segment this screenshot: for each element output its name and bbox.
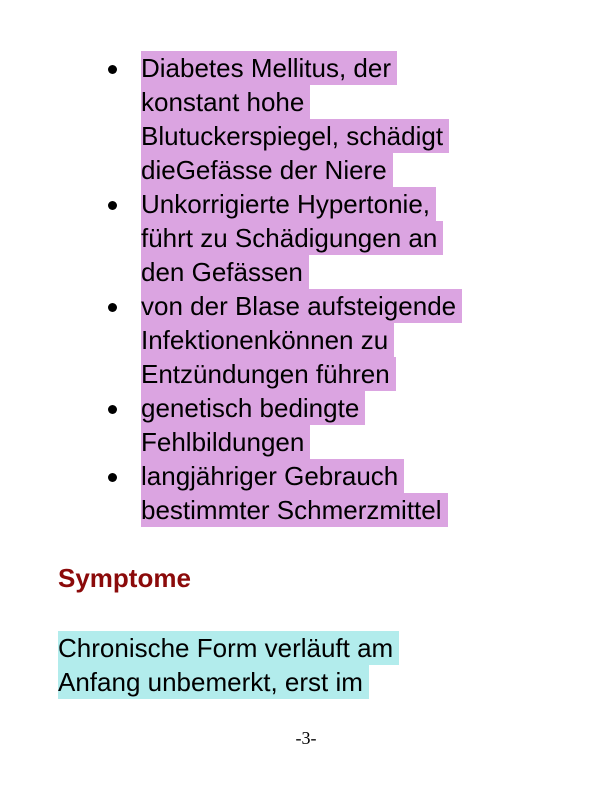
list-item-line: dieGefässe der Niere: [141, 153, 393, 187]
bullet-icon: [108, 405, 117, 414]
list-item-line: Entzündungen führen: [141, 357, 396, 391]
section-heading: Symptome: [58, 563, 191, 593]
paragraph-line: Chronische Form verläuft am: [58, 631, 399, 665]
page-number: -3-: [295, 728, 317, 748]
bullet-icon: [108, 65, 117, 74]
list-item-line: konstant hohe: [141, 85, 310, 119]
list-item-line: Infektionenkönnen zu: [141, 323, 394, 357]
list-item: [108, 187, 568, 289]
list-item-line: Unkorrigierte Hypertonie,: [141, 187, 436, 221]
list-item: [108, 51, 568, 187]
list-item-line: den Gefässen: [141, 255, 309, 289]
bullet-icon: [108, 473, 117, 482]
list-item-line: Diabetes Mellitus, der: [141, 51, 397, 85]
list-item: [108, 391, 568, 459]
list-item: [108, 459, 568, 527]
list-item: [108, 289, 568, 391]
list-item-line: bestimmter Schmerzmittel: [141, 493, 448, 527]
list-item-line: von der Blase aufsteigende: [141, 289, 462, 323]
list-item-line: Fehlbildungen: [141, 425, 310, 459]
list-item-line: führt zu Schädigungen an: [141, 221, 443, 255]
list-item-line: genetisch bedingte: [141, 391, 365, 425]
list-item-line: Blutuckerspiegel, schädigt: [141, 119, 449, 153]
bullet-icon: [108, 303, 117, 312]
paragraph: [58, 631, 399, 699]
bullet-icon: [108, 201, 117, 210]
paragraph-line: Anfang unbemerkt, erst im: [58, 665, 369, 699]
bullet-list: [108, 51, 568, 527]
list-item-line: langjähriger Gebrauch: [141, 459, 404, 493]
